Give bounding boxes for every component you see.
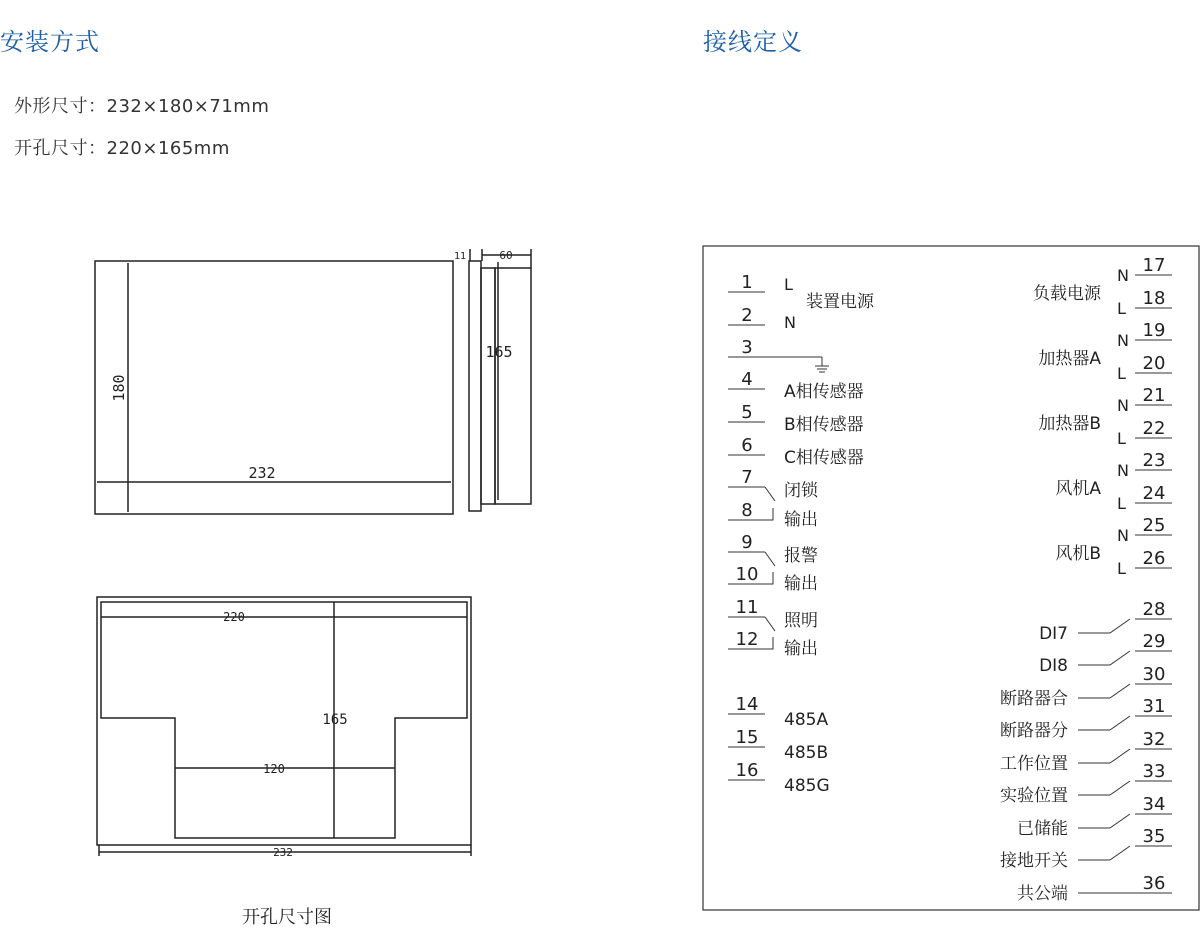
install-section-title: 安装方式 — [0, 28, 100, 56]
input-contact — [1110, 619, 1130, 633]
terminal-number: 10 — [735, 564, 759, 585]
terminal-number: 18 — [1142, 288, 1166, 309]
terminal-number: 14 — [735, 694, 759, 715]
terminal-number: 35 — [1142, 826, 1166, 847]
terminal-label: 485B — [784, 743, 829, 763]
input-contact — [1110, 781, 1130, 795]
input-contact — [1110, 684, 1130, 698]
input-contact — [1110, 814, 1130, 828]
terminal-number: 21 — [1142, 385, 1166, 406]
terminal-label: 实验位置 — [1000, 786, 1068, 806]
terminal-number: 26 — [1142, 548, 1166, 569]
terminal-number: 22 — [1142, 418, 1166, 439]
line-tag: N — [1117, 396, 1129, 415]
terminal-number: 12 — [735, 629, 759, 650]
terminal-number: 5 — [741, 402, 753, 423]
relay-contact — [765, 552, 775, 584]
terminal-number: 24 — [1142, 483, 1166, 504]
terminal-label: 照明 — [784, 611, 818, 631]
terminal-number: 3 — [741, 337, 753, 358]
cutout-inner-label: 120 — [263, 762, 285, 776]
terminal-number: 11 — [735, 597, 759, 618]
line-tag: L — [1117, 559, 1126, 578]
input-contact — [1110, 716, 1130, 730]
line-tag: N — [1117, 526, 1129, 545]
terminal-number: 17 — [1142, 255, 1166, 276]
terminal-number: 8 — [741, 500, 753, 521]
cutout-bottom-label: 232 — [273, 846, 293, 859]
relay-contact — [765, 487, 775, 520]
input-contact — [1110, 846, 1130, 860]
terminal-number: 19 — [1142, 320, 1166, 341]
terminal-label: B相传感器 — [784, 415, 864, 435]
terminal-number: 4 — [741, 369, 753, 390]
terminal-label: 输出 — [784, 510, 818, 530]
cutout-height-label: 165 — [322, 712, 348, 728]
terminal-number: 29 — [1142, 631, 1166, 652]
terminal-number: 15 — [735, 727, 759, 748]
terminal-label: 已储能 — [1017, 819, 1068, 839]
terminal-label: 加热器B — [1038, 414, 1101, 434]
wiring-section-title: 接线定义 — [703, 28, 803, 56]
terminal-label: 负载电源 — [1033, 284, 1101, 304]
terminal-label: 装置电源 — [806, 292, 874, 312]
terminal-label: 输出 — [784, 574, 818, 594]
terminal-number: 9 — [741, 532, 753, 553]
terminal-label: 485G — [784, 776, 830, 796]
terminal-label: 加热器A — [1038, 349, 1101, 369]
line-tag: N — [1117, 266, 1129, 285]
terminal-number: 23 — [1142, 450, 1166, 471]
terminal-number: 7 — [741, 467, 753, 488]
outer-size-spec: 外形尺寸：232×180×71mm — [14, 96, 270, 117]
terminal-label: DI8 — [1039, 656, 1068, 676]
line-tag: N — [1117, 461, 1129, 480]
terminal-label: 风机A — [1055, 479, 1101, 499]
terminal-label: 共公端 — [1017, 884, 1068, 904]
line-tag: L — [1117, 429, 1126, 448]
line-tag: N — [784, 313, 796, 332]
line-tag: N — [1117, 331, 1129, 350]
terminal-label: 485A — [784, 710, 829, 730]
relay-contact — [765, 617, 775, 649]
terminal-number: 25 — [1142, 515, 1166, 536]
terminal-number: 20 — [1142, 353, 1166, 374]
line-tag: L — [1117, 364, 1126, 383]
terminal-number: 28 — [1142, 599, 1166, 620]
line-tag: L — [1117, 494, 1126, 513]
side-panel-label: 11 — [453, 251, 467, 262]
front-height-label: 180 — [110, 374, 128, 402]
front-width-label: 232 — [248, 464, 276, 482]
terminal-number: 31 — [1142, 696, 1166, 717]
terminal-label: 输出 — [784, 639, 818, 659]
terminal-label: 断路器合 — [1000, 689, 1068, 709]
line-tag: L — [784, 275, 793, 294]
input-contact — [1110, 749, 1130, 763]
side-depth-label: 60 — [499, 249, 513, 262]
cutout-caption: 开孔尺寸图 — [242, 907, 332, 928]
terminal-number: 1 — [741, 272, 753, 293]
cutout-top-label: 220 — [223, 610, 245, 624]
terminal-label: A相传感器 — [784, 382, 864, 402]
cutout-size-spec: 开孔尺寸：220×165mm — [14, 138, 230, 159]
input-contact — [1110, 651, 1130, 665]
terminal-label: 断路器分 — [1000, 721, 1068, 741]
terminal-number: 2 — [741, 305, 753, 326]
terminal-number: 32 — [1142, 729, 1166, 750]
terminal-number: 33 — [1142, 761, 1166, 782]
terminal-number: 16 — [735, 760, 759, 781]
terminal-number: 34 — [1142, 794, 1166, 815]
terminal-label: 报警 — [784, 546, 818, 566]
terminal-number: 6 — [741, 435, 753, 456]
terminal-label: 闭锁 — [784, 481, 818, 501]
terminal-label: 风机B — [1055, 544, 1101, 564]
terminal-label: C相传感器 — [784, 448, 864, 468]
terminal-number: 36 — [1142, 873, 1166, 894]
terminal-label: 接地开关 — [1000, 851, 1068, 871]
line-tag: L — [1117, 299, 1126, 318]
side-height-label: 165 — [485, 343, 513, 361]
terminal-label: 工作位置 — [1000, 754, 1068, 774]
terminal-number: 30 — [1142, 664, 1166, 685]
terminal-label: DI7 — [1039, 624, 1068, 644]
